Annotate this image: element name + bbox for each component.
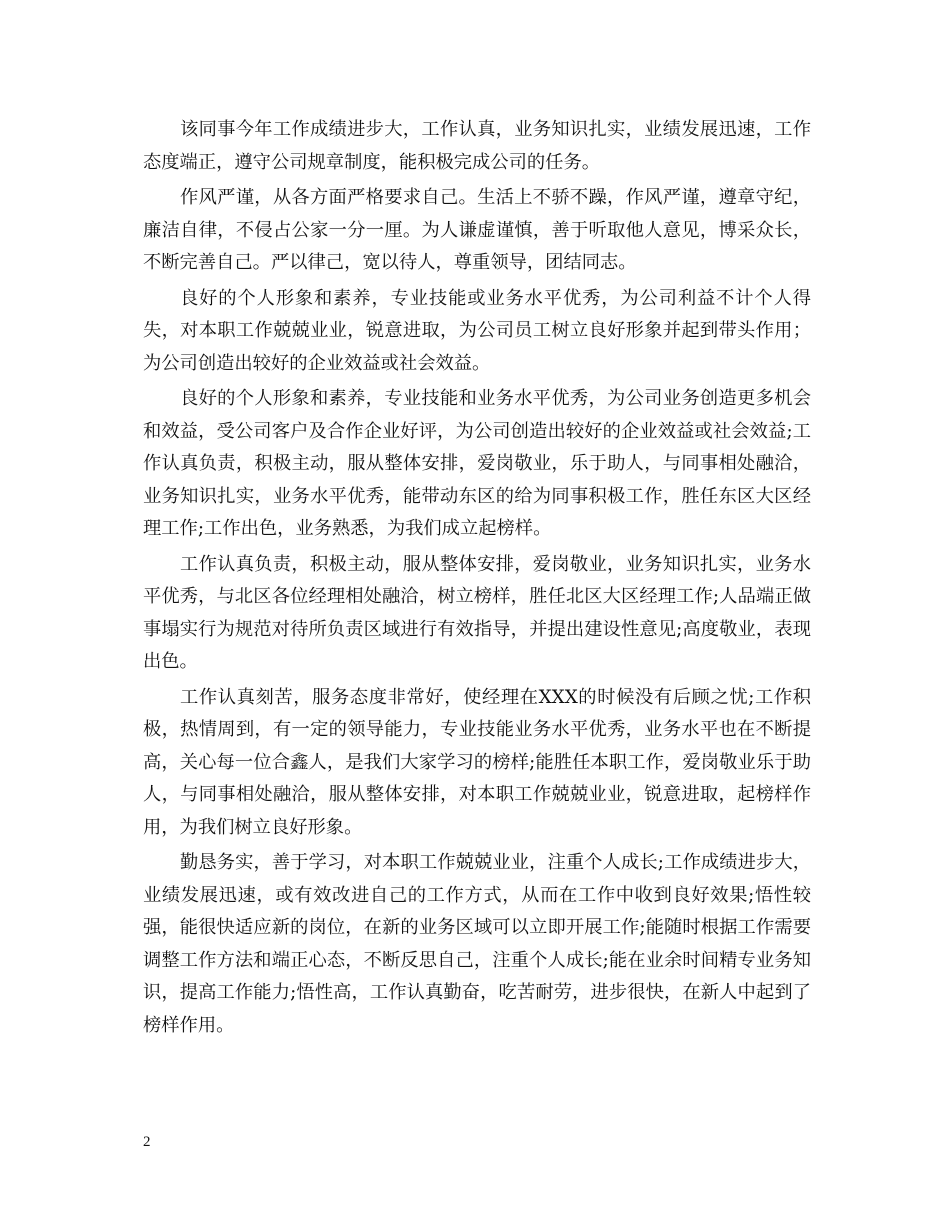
- document-body: [143, 114, 811, 1045]
- paragraph-3: 良好的个人形象和素养，专业技能或业务水平优秀，为公司利益不计个人得失，对本职工作兢兢业业，锐意进取，为公司员工树立良好形象并起到带头作用；为公司创造出较好的企业效益或社会效益。: [143, 287, 811, 374]
- page-number: 2: [143, 1134, 151, 1150]
- paragraph-1: 该同事今年工作成绩进步大，工作认真，业务知识扎实，业绩发展迅速，工作态度端正，遵守公司规章制度，能积极完成公司的任务。: [143, 119, 811, 173]
- paragraph-7: 勤恳务实，善于学习，对本职工作兢兢业业，注重个人成长;工作成绩进步大，业绩发展迅速，或有效改进自己的工作方式，从而在工作中收到良好效果;悟性较强，能很快适应新的岗位，在新的业务区域可以立即开展工作;能随时根据工作需要调整工作方法和端正心态，不断反思自己，注重个人成长;能在业余时间精专业务知识，提高工作能力;悟性高，工作认真勤奋，吃苦耐劳，进步很快，在新人中起到了榜样作用。: [143, 852, 811, 1036]
- paragraph-2: 作风严谨，从各方面严格要求自己。生活上不骄不躁，作风严谨，遵章守纪，廉洁自律，不侵占公家一分一厘。为人谦虚谨慎，善于听取他人意见，博采众长，不断完善自己。严以律己，宽以待人，尊重领导，团结同志。: [143, 187, 811, 273]
- paragraph-4: 良好的个人形象和素养，专业技能和业务水平优秀，为公司业务创造更多机会和效益，受公司客户及合作企业好评，为公司创造出较好的企业效益或社会效益;工作认真负责，积极主动，服从整体安排，爱岗敬业，乐于助人，与同事相处融洽，业务知识扎实，业务水平优秀，能带动东区的给为同事积极工作，胜任东区大区经理工作;工作出色，业务熟悉，为我们成立起榜样。: [143, 388, 811, 539]
- paragraph-5: 工作认真负责，积极主动，服从整体安排，爱岗敬业，业务知识扎实，业务水平优秀，与北区各位经理相处融洽，树立榜样，胜任北区大区经理工作;人品端正做事塌实行为规范对待所负责区域进行有效指导，并提出建设性意见;高度敬业，表现出色。: [143, 553, 811, 672]
- paragraph-6: 工作认真刻苦，服务态度非常好，使经理在XXX的时候没有后顾之忧;工作积极，热情周到，有一定的领导能力，专业技能业务水平优秀，业务水平也在不断提高，关心每一位合鑫人，是我们大家学习的榜样;能胜任本职工作，爱岗敬业乐于助人，与同事相处融洽，服从整体安排，对本职工作兢兢业业，锐意进取，起榜样作用，为我们树立良好形象。: [143, 686, 811, 838]
